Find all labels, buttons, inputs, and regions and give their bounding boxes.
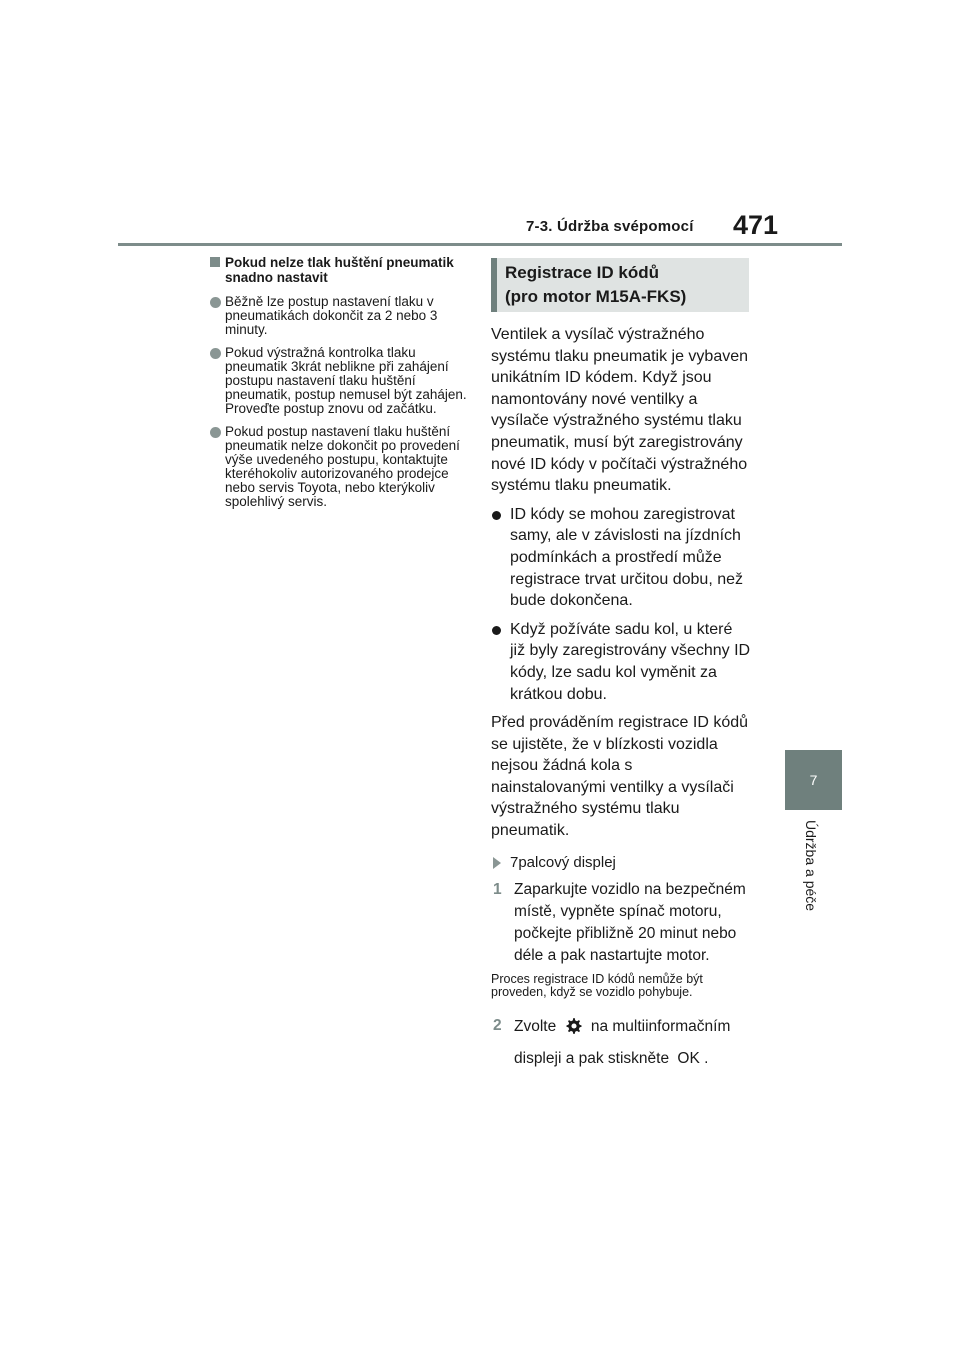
intro-paragraph: Ventilek a vysílač výstražného systému tlaku pneumatik je vybaven unikátním ID kódem. Když jsou namontovány nové ventilky a vysílače výstražného systému tlaku pneumatik, musí být zaregistrovány nové ID kódy v počítači výstražného systému tlaku pneumatik.	[491, 326, 749, 495]
arrow-icon	[493, 857, 501, 869]
step-2-line2	[514, 1047, 751, 1071]
note-item	[210, 425, 472, 509]
step-2	[491, 1015, 751, 1071]
step-2-text-end: .	[704, 1049, 709, 1067]
gear-icon	[565, 1017, 583, 1035]
display-type-text: 7palcový displej	[510, 853, 616, 871]
left-column	[210, 255, 472, 518]
section-heading-box	[491, 258, 749, 312]
dot-icon	[210, 348, 221, 359]
step-note: Proces registrace ID kódů nemůže být proveden, když se vozidlo pohybuje.	[491, 971, 703, 999]
step-number: 2	[493, 1016, 502, 1034]
step-text: Zaparkujte vozidlo na bezpečném místě, vypněte spínač motoru, počkejte přibližně 20 minut nebo déle a pak nastartujte motor.	[514, 880, 746, 964]
step-2-line1	[514, 1015, 751, 1039]
right-column	[491, 258, 751, 1077]
bullet-dot	[492, 626, 501, 635]
dot-icon	[210, 297, 221, 308]
section-title	[505, 261, 686, 309]
step-number: 1	[493, 880, 502, 898]
ok-button-label: OK	[677, 1049, 700, 1067]
display-type-label	[491, 852, 751, 873]
bullet-item	[491, 619, 751, 705]
bullet-item	[491, 504, 751, 612]
bullet-text: Když požíváte sadu kol, u které již byly zaregistrovány všechny ID kódy, lze sadu kol vyměnit za krátkou dobu.	[510, 620, 751, 703]
header-rule	[118, 243, 842, 246]
note-item-text: Pokud výstražná kontrolka tlaku pneumatik 3krát neblikne při zahájení postupu nastavení tlaku huštění pneumatik, postup nemusel být zahájen. Proveďte postup znovu od začátku.	[225, 345, 467, 416]
note-heading	[210, 255, 472, 285]
step-2-text-before: Zvolte	[514, 1017, 557, 1035]
page-number: 471	[733, 210, 779, 240]
note-item	[210, 295, 472, 337]
chapter-side-label: Údržba a péče	[803, 820, 819, 912]
bullet-dot	[492, 511, 501, 520]
step-2-text-middle: na multiinformačním	[590, 1017, 731, 1035]
square-icon	[210, 257, 220, 267]
note-item-text: Běžně lze postup nastavení tlaku v pneumatikách dokončit za 2 nebo 3 minuty.	[225, 294, 438, 337]
step-1	[491, 879, 751, 967]
section-title-line2: (pro motor M15A-FKS)	[505, 287, 687, 306]
chapter-tab	[785, 750, 842, 810]
section-title-line1: Registrace ID kódů	[505, 263, 659, 282]
bullet-text: ID kódy se mohou zaregistrovat samy, ale v závislosti na jízdních podmínkách a prostředí může registrace trvat určitou dobu, než bude dokončena.	[510, 505, 744, 610]
registration-paragraph: Před prováděním registrace ID kódů se ujistěte, že v blízkosti vozidla nejsou žádná kola s nainstalovanými ventilky a vysílači výstražného systému tlaku pneumatik.	[491, 714, 749, 840]
dot-icon	[210, 427, 221, 438]
note-item	[210, 346, 472, 416]
chapter-tab-number: 7	[809, 772, 818, 788]
section-heading-bar	[491, 258, 497, 312]
note-heading-text: Pokud nelze tlak huštění pneumatik snadno nastavit	[225, 255, 454, 285]
note-item-text: Pokud postup nastavení tlaku huštění pneumatik nelze dokončit po provedení výše uvedeného postupu, kontaktujte kteréhokoliv autorizovaného prodejce nebo servis Toyota, nebo kterýkoliv spolehlivý servis.	[225, 424, 460, 509]
step-2-text-line2: displeji a pak stiskněte	[514, 1049, 670, 1067]
header-section-title: 7-3. Údržba svépomocí	[526, 218, 694, 235]
